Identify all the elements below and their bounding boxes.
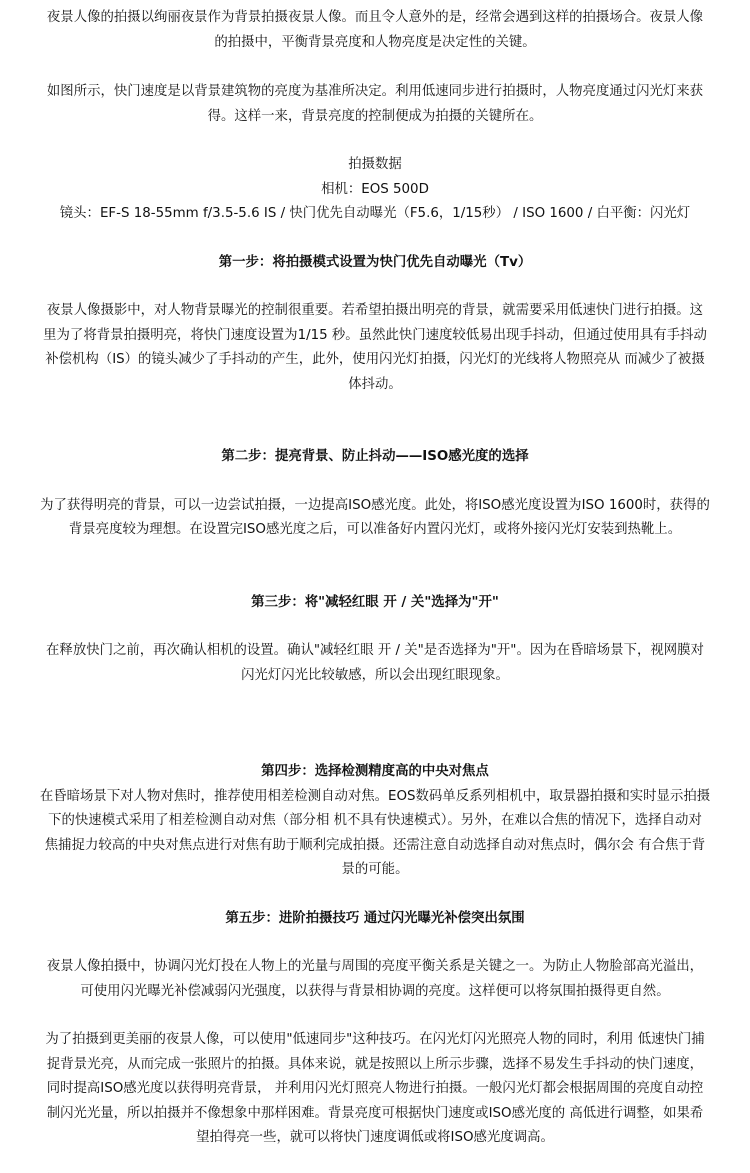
text-line: 的拍摄中，平衡背景亮度和人物亮度是决定性的关键。: [214, 34, 536, 50]
text-line: 景的可能。: [341, 862, 409, 877]
step-3-body: [22, 639, 728, 688]
shooting-data: [22, 153, 728, 227]
step-5-heading: 第五步：进阶拍摄技巧 通过闪光曝光补偿突出氛围: [225, 910, 525, 926]
step-4-body: [22, 785, 728, 883]
intro-paragraph-1: [22, 6, 728, 55]
text-line: 在昏暗场景下对人物对焦时，推荐使用相差检测自动对焦。EOS数码单反系列相机中，取景器拍摄和实时显示拍摄: [39, 788, 711, 804]
shooting-data-title: 拍摄数据: [348, 157, 402, 172]
text-line: 如图所示，快门速度是以背景建筑物的亮度为基准所决定。利用低速同步进行拍摄时，人物亮度通过闪光灯来获: [46, 84, 704, 99]
text-line: 焦捕捉力较高的中央对焦点进行对焦有助于顺利完成拍摄。还需注意自动选择自动对焦点时，偶尔会 有合焦于背: [44, 837, 706, 853]
text-line: 捉背景光亮，从而完成一张照片的拍摄。具体来说，就是按照以上所示步骤，选择不易发生手抖动的快门速度，: [46, 1056, 704, 1072]
text-line: 夜景人像的拍摄以绚丽夜景作为背景拍摄夜景人像。而且令人意外的是，经常会遇到这样的拍摄场合。夜景人像: [46, 10, 704, 25]
text-line: 夜景人像摄影中，对人物背景曝光的控制很重要。若希望拍摄出明亮的背景，就需要采用低速快门进行拍摄。这: [46, 303, 704, 318]
text-line: 可使用闪光曝光补偿减弱闪光强度，以获得与背景相协调的亮度。这样便可以将氛围拍摄得更自然。: [80, 983, 670, 999]
step-3-heading: 第三步：将"减轻红眼 开 / 关"选择为"开": [251, 594, 499, 610]
step-2-heading: 第二步：提亮背景、防止抖动——ISO感光度的选择: [221, 449, 529, 464]
text-line: 同时提高ISO感光度以获得明亮背景， 并利用闪光灯照亮人物进行拍摄。一般闪光灯都会根据周围的亮度自动控: [46, 1081, 704, 1096]
text-line: 下的快速模式采用了相差检测自动对焦（部分相 机不具有快速模式）。另外，在难以合焦的情况下，选择自动对: [48, 813, 702, 828]
step-2-body: [22, 494, 728, 543]
step-5-body-2: [22, 1028, 728, 1151]
text-line: 得。这样一来，背景亮度的控制便成为拍摄的关键所在。: [207, 108, 543, 124]
text-line: 为了获得明亮的背景，可以一边尝试拍摄，一边提高ISO感光度。此处，将ISO感光度设置为ISO 1600时，获得的: [40, 497, 710, 513]
text-line: 里为了将背景拍摄明亮，将快门速度设置为1/15 秒。虽然此快门速度较低易出现手抖动，但通过使用具有手抖动: [43, 327, 707, 343]
text-line: 夜景人像拍摄中，协调闪光灯投在人物上的光量与周围的亮度平衡关系是关键之一。为防止人物脸部高光溢出，: [46, 959, 704, 974]
text-line: 补偿机构（IS）的镜头减少了手抖动的产生，此外，使用闪光灯拍摄，闪光灯的光线将人物照亮从 而减少了被摄: [45, 352, 705, 367]
step-1-heading: 第一步：将拍摄模式设置为快门优先自动曝光（Tv）: [218, 254, 532, 270]
text-line: 在释放快门之前，再次确认相机的设置。确认"减轻红眼 开 / 关"是否选择为"开"。因为在昏暗场景下，视网膜对: [46, 643, 704, 658]
step-1-body: [22, 299, 728, 397]
step-4-heading: 第四步：选择检测精度高的中央对焦点: [261, 764, 489, 779]
step-5-body: [22, 955, 728, 1004]
text-line: 望拍得亮一些，就可以将快门速度调低或将ISO感光度调高。: [196, 1130, 554, 1145]
text-line: 为了拍摄到更美丽的夜景人像，可以使用"低速同步"这种技巧。在闪光灯闪光照亮人物的同时，利用 低速快门捕: [45, 1032, 705, 1047]
shooting-data-camera: 相机：EOS 500D: [321, 181, 429, 197]
intro-paragraph-2: [22, 80, 728, 129]
shooting-data-lens: 镜头：EF-S 18-55mm f/3.5-5.6 IS / 快门优先自动曝光（F5.6，1/15秒） / ISO 1600 / 白平衡：闪光灯: [59, 206, 691, 221]
text-line: 闪光灯闪光比较敏感，所以会出现红眼现象。: [241, 667, 509, 683]
text-line: 背景亮度较为理想。在设置完ISO感光度之后，可以准备好内置闪光灯，或将外接闪光灯安装到热靴上。: [68, 522, 682, 537]
text-line: 制闪光光量，所以拍摄并不像想象中那样困难。背景亮度可根据快门速度或ISO感光度的 高低进行调整，如果希: [46, 1105, 704, 1121]
text-line: 体抖动。: [348, 376, 402, 392]
